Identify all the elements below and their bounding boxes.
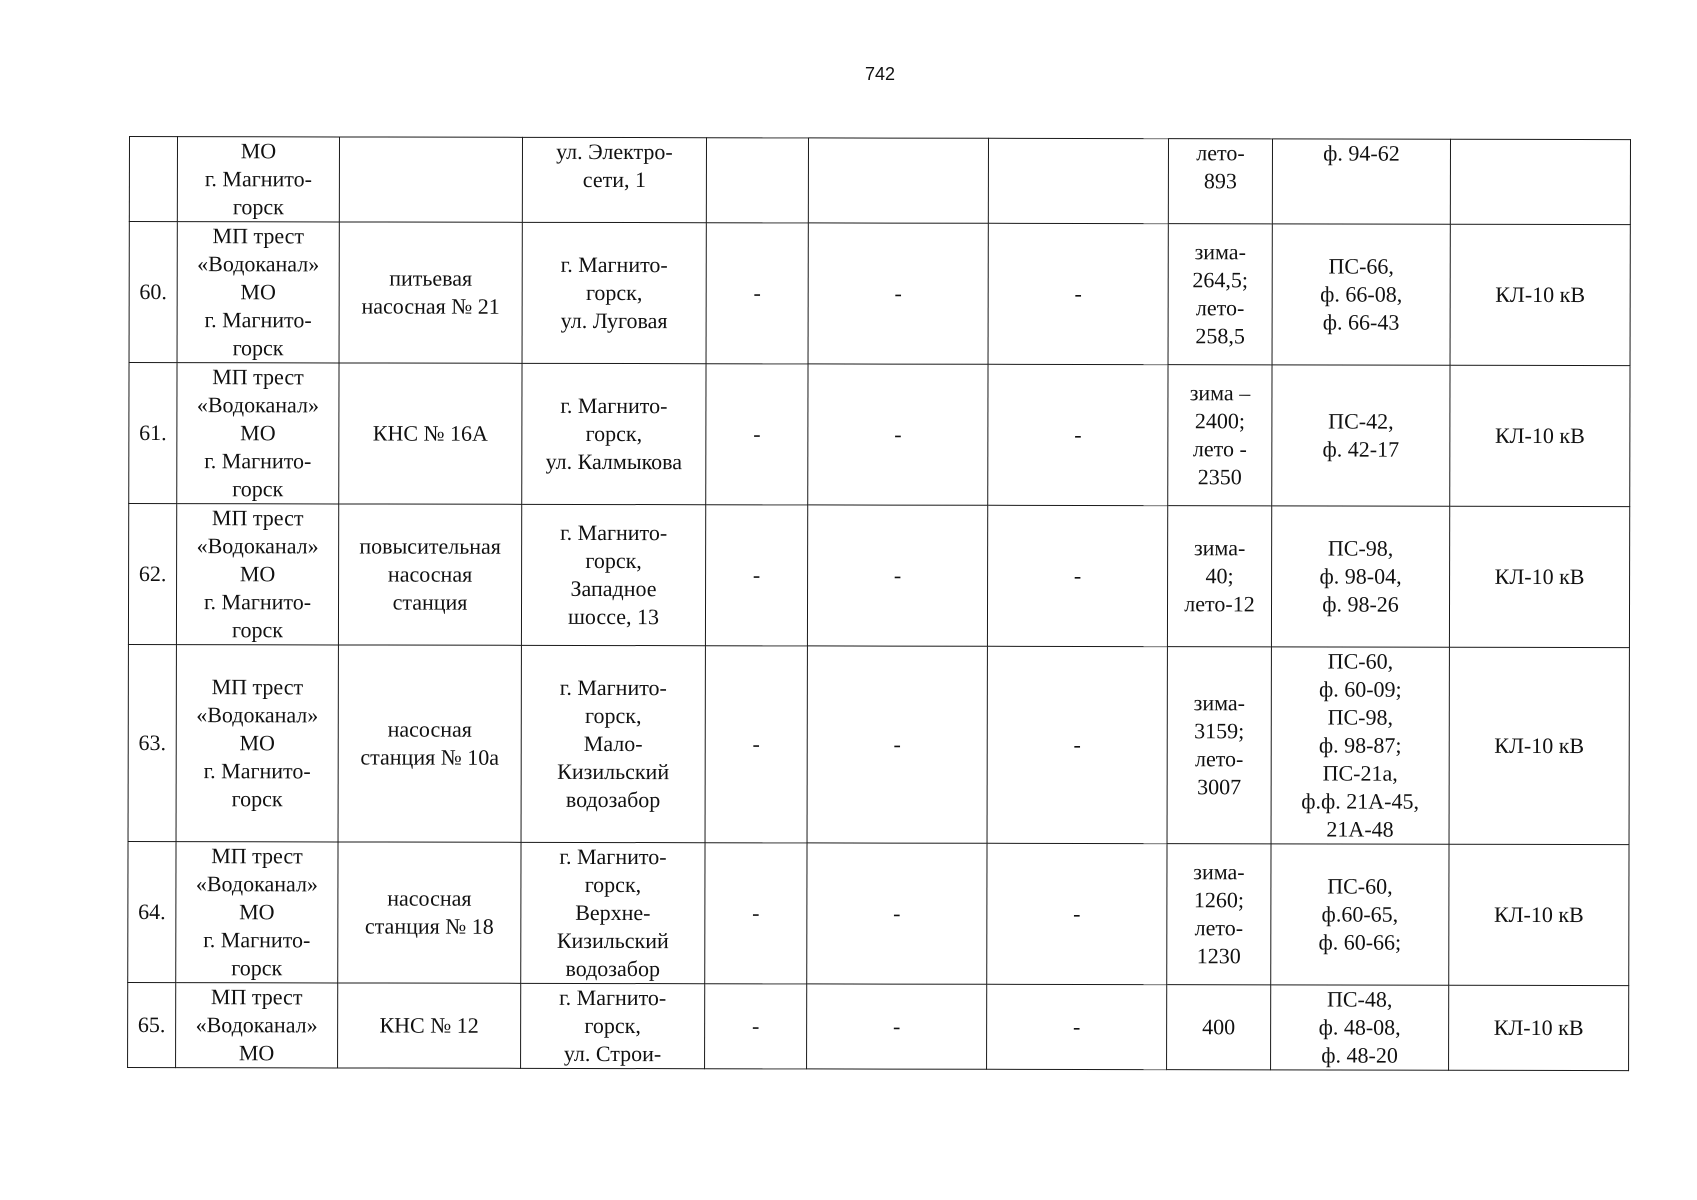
table-row [128,982,1629,1070]
load-cell: зима- 1260; лето- 1230 [1167,844,1271,985]
line-type-cell: КЛ-10 кВ [1449,985,1629,1070]
load-cell: зима – 2400; лето - 2350 [1168,365,1272,506]
value-c-cell: - [988,364,1168,505]
value-a-cell: - [706,223,808,364]
row-number-cell: 64. [128,841,176,982]
row-number-cell [129,137,177,222]
load-cell: зима- 264,5; лето- 258,5 [1168,224,1272,365]
feeder-cell: ПС-66, ф. 66-08, ф. 66-43 [1272,224,1450,365]
object-cell: КНС № 16А [339,363,522,504]
page-number: 742 [864,64,896,84]
line-type-cell: КЛ-10 кВ [1449,647,1629,844]
value-a-cell [706,138,808,223]
address-cell: г. Магнито- горск, ул. Калмыкова [522,363,706,504]
organization-cell: МП трест «Водоканал» МО г. Магнито- горск [176,645,338,842]
value-a-cell: - [705,505,807,646]
feeder-cell: ПС-48, ф. 48-08, ф. 48-20 [1271,985,1449,1070]
object-cell [339,137,522,222]
line-type-cell: КЛ-10 кВ [1450,224,1630,365]
row-number-cell: 65. [128,982,176,1067]
address-cell: г. Магнито- горск, ул. Луговая [522,222,706,363]
object-cell: повысительная насосная станция [338,504,521,645]
object-cell: КНС № 12 [338,983,521,1068]
value-a-cell: - [705,843,807,984]
line-type-cell: КЛ-10 кВ [1449,506,1629,647]
value-a-cell: - [705,646,807,843]
line-type-cell: КЛ-10 кВ [1449,844,1629,985]
row-number-cell: 61. [129,363,177,504]
value-c-cell: - [987,984,1167,1069]
table-row [128,504,1629,648]
organization-cell: МП трест «Водоканал» МО г. Магнито- горск [176,842,338,983]
value-c-cell: - [987,843,1167,984]
value-b-cell [808,138,988,223]
organization-cell: МП трест «Водоканал» МО [176,983,338,1068]
table-row [129,363,1630,507]
object-cell: питьевая насосная № 21 [339,222,522,363]
object-cell: насосная станция № 18 [338,842,521,983]
address-cell: г. Магнито- горск, Верхне- Кизильский водозабор [521,842,705,983]
value-c-cell: - [988,223,1168,364]
feeder-cell: ПС-60, ф. 60-09; ПС-98, ф. 98-87; ПС-21а, ф.ф. 21А-45, 21А-48 [1271,647,1449,844]
load-cell: зима- 40; лето-12 [1167,506,1271,647]
value-c-cell: - [987,646,1167,843]
data-table [127,136,1631,1071]
table-row [128,644,1629,844]
value-c-cell: - [987,505,1167,646]
row-number-cell: 62. [128,504,176,645]
feeder-cell: ПС-98, ф. 98-04, ф. 98-26 [1271,506,1449,647]
organization-cell: МП трест «Водоканал» МО г. Магнито- горск [177,363,339,504]
address-cell: ул. Электро- сети, 1 [522,137,706,222]
value-a-cell: - [706,364,808,505]
row-number-cell: 60. [129,222,177,363]
value-b-cell: - [807,505,987,646]
value-a-cell: - [705,984,807,1069]
load-cell: 400 [1167,985,1271,1070]
organization-cell: МП трест «Водоканал» МО г. Магнито- горск [177,222,339,363]
feeder-cell: ПС-60, ф.60-65, ф. 60-66; [1271,844,1449,985]
table-row [129,137,1630,225]
object-cell: насосная станция № 10а [338,645,521,842]
address-cell: г. Магнито- горск, Западное шоссе, 13 [521,504,705,645]
address-cell: г. Магнито- горск, Мало- Кизильский водозабор [521,645,705,842]
feeder-cell: ПС-42, ф. 42-17 [1272,365,1450,506]
value-b-cell: - [807,646,987,843]
value-b-cell: - [808,364,988,505]
organization-cell: МП трест «Водоканал» МО г. Магнито- горск [176,504,338,645]
value-b-cell: - [807,843,987,984]
row-number-cell: 63. [128,644,176,841]
table-row [129,222,1630,366]
value-b-cell: - [808,223,988,364]
value-b-cell: - [807,984,987,1069]
line-type-cell: КЛ-10 кВ [1450,365,1630,506]
organization-cell: МО г. Магнито- горск [177,137,339,222]
table-row [128,841,1629,985]
load-cell: зима- 3159; лето- 3007 [1167,647,1271,844]
line-type-cell [1450,139,1630,224]
load-cell: лето- 893 [1168,139,1272,224]
value-c-cell [988,138,1168,223]
feeder-cell: ф. 94-62 [1272,139,1450,224]
address-cell: г. Магнито- горск, ул. Строи- [521,983,705,1068]
